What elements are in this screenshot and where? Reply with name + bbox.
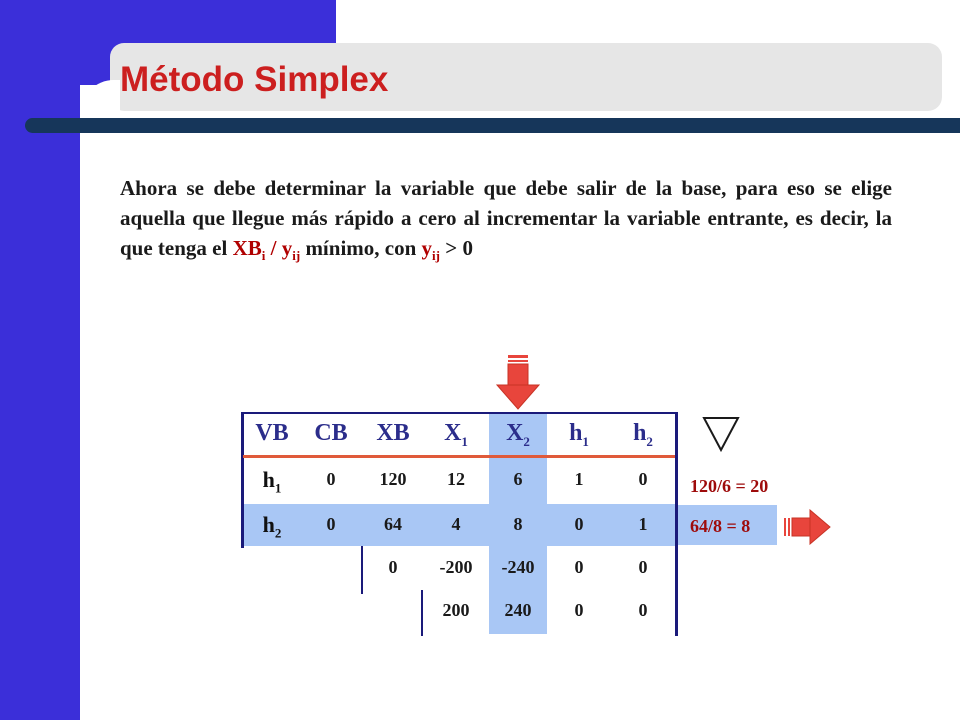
pivot-element: 8: [513, 514, 523, 534]
table-cell: 0: [326, 514, 336, 534]
table-cell: 120: [379, 469, 407, 489]
header-cb: CB: [314, 420, 348, 446]
table-cell: -240: [501, 557, 535, 577]
explanation-text: Ahora se debe determinar la variable que debe salir de la base, para eso se elige aquella que llegue más rápido a cero al incrementar la variable entrante, es decir, la que tenga el $XB_i / y_{ij}$ mínimo, con $y_{ij} > 0$: [120, 176, 892, 264]
table-right-border: [675, 412, 678, 636]
leaving-arrow-icon: [784, 509, 832, 545]
header-x2: $X_2$: [506, 420, 530, 449]
ratio-row-1: 120/6 = 20: [690, 476, 769, 496]
header-h1: $h_1$: [569, 420, 589, 449]
header-vb: VB: [255, 420, 289, 446]
table-cell: 1: [638, 514, 648, 534]
entering-arrow-icon: [494, 355, 542, 411]
row-label-h2: $h_2$: [262, 512, 282, 541]
ratio-row-2: 64/8 = 8: [690, 516, 751, 536]
table-cell: 0: [574, 514, 584, 534]
table-cell: 200: [442, 600, 470, 620]
header-x1: $X_1$: [444, 420, 468, 449]
nabla-triangle-icon: [702, 416, 740, 452]
header-h2: $h_2$: [633, 420, 653, 449]
table-cell: 64: [384, 514, 402, 534]
table-cell: 240: [504, 600, 532, 620]
row-label-h1: $h_1$: [262, 467, 282, 496]
header-xb: XB: [376, 420, 410, 446]
table-cell: 0: [326, 469, 336, 489]
page-title: Método Simplex: [120, 60, 389, 99]
table-cell: 12: [447, 469, 465, 489]
table-cell: 0: [638, 600, 648, 620]
table-cell: 4: [451, 514, 461, 534]
table-cell: -200: [439, 557, 473, 577]
table-cell: 1: [574, 469, 584, 489]
table-cell: 0: [638, 469, 648, 489]
header-divider: [243, 455, 675, 458]
table-cell: 0: [388, 557, 398, 577]
table-cell: 0: [574, 600, 584, 620]
table-cell: 0: [638, 557, 648, 577]
table-top-border: [241, 412, 677, 414]
table-cell: 6: [513, 469, 523, 489]
table-cell: 0: [574, 557, 584, 577]
